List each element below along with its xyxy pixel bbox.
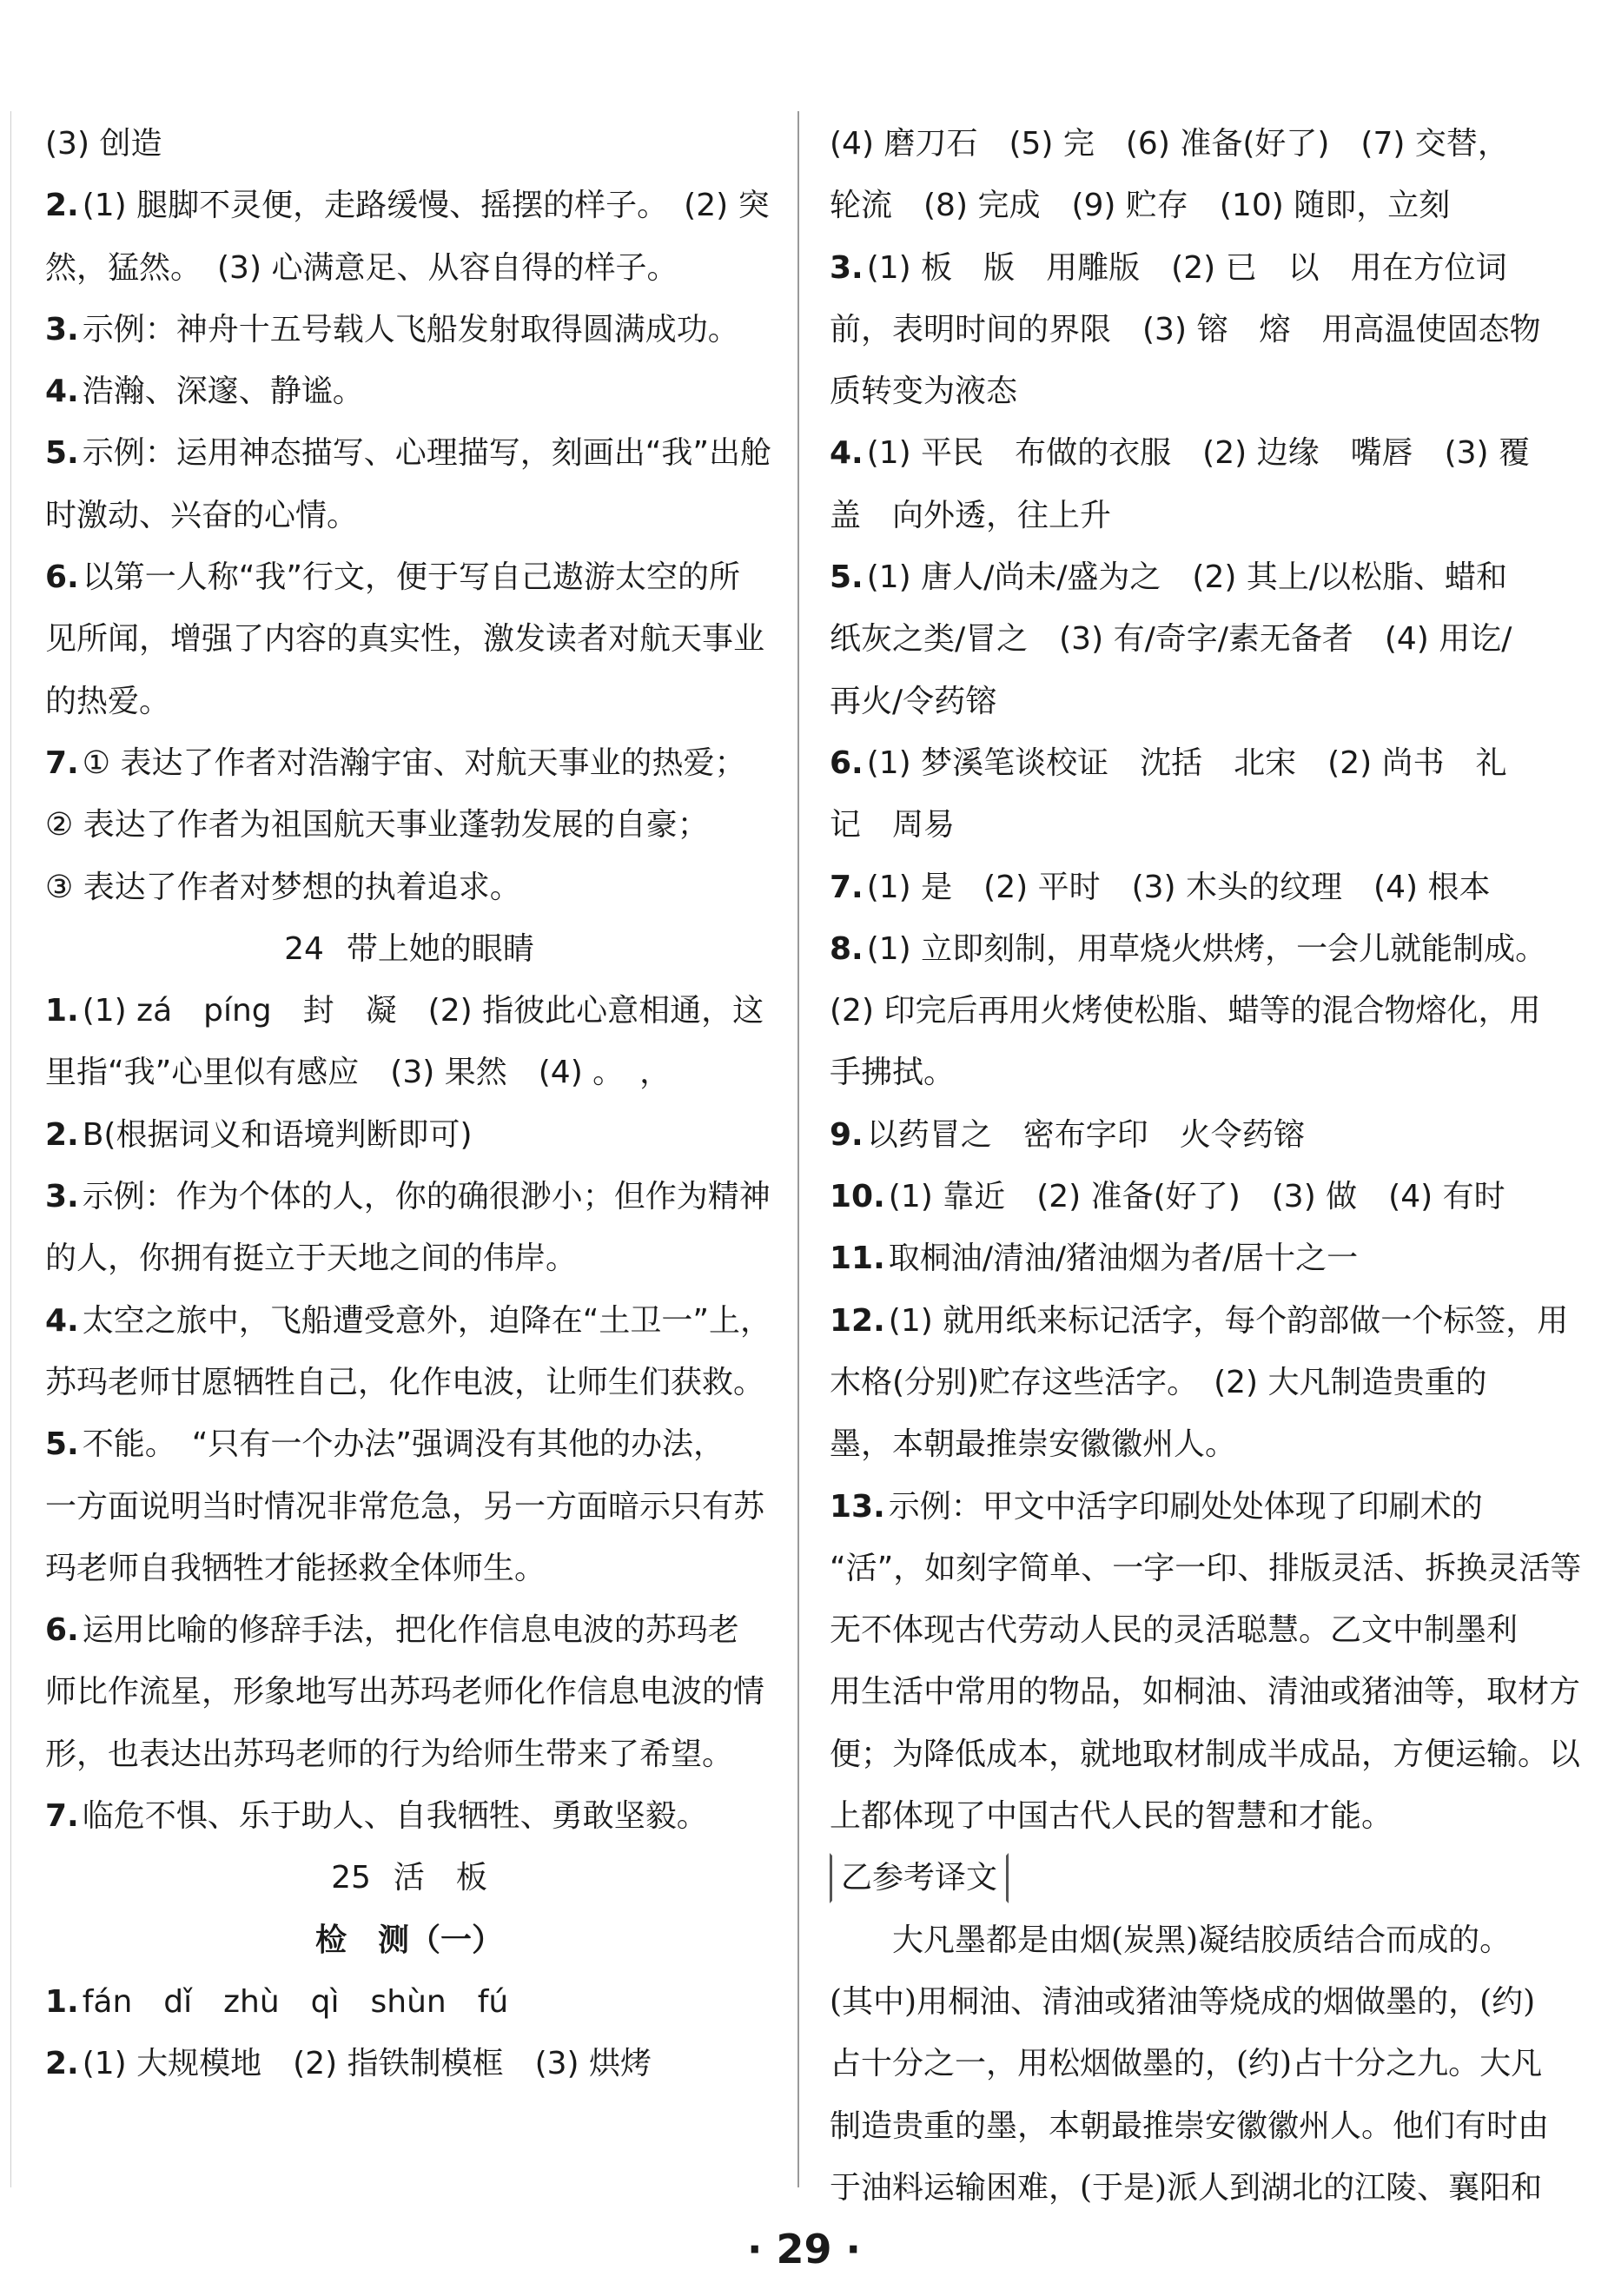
- question-number: 3.: [830, 249, 864, 286]
- answer-line: [830, 918, 1551, 980]
- question-number: 7.: [830, 869, 864, 905]
- answer-text: 质转变为液态: [830, 374, 1018, 410]
- answer-text: 运用比喻的修辞手法，把化作信息电波的苏玛老: [82, 1612, 739, 1649]
- answer-line: [45, 1538, 773, 1599]
- answer-line: [45, 1599, 773, 1661]
- answer-line: [45, 1724, 773, 1785]
- answer-text: 苏玛老师甘愿牺牲自己，化作电波，让师生们获救。: [45, 1364, 765, 1400]
- question-number: 5.: [830, 559, 864, 596]
- answer-text: 里指“我”心里似有感应 (3) 果然 (4) 。 ，: [45, 1055, 672, 1091]
- answer-line: [45, 2033, 773, 2094]
- answer-line: [830, 980, 1551, 1042]
- answer-text: (1) 是 (2) 平时 (3) 木头的纹理 (4) 根本: [866, 869, 1491, 905]
- answer-text: 占十分之一，用松烟做墨的，(约)占十分之九。大凡: [830, 2046, 1543, 2082]
- page-number: · 29 ·: [747, 2226, 861, 2273]
- answer-text: 示例：运用神态描写、心理描写，刻画出“我”出舱: [82, 435, 772, 472]
- answer-line: [45, 485, 773, 546]
- answer-line: [45, 1352, 773, 1413]
- answer-line: [830, 2033, 1551, 2094]
- answer-line: [830, 1785, 1551, 1847]
- question-number: 2.: [45, 1116, 79, 1153]
- answer-text: 轮流 (8) 完成 (9) 贮存 (10) 随即，立刻: [830, 188, 1451, 224]
- answer-text: 大凡墨都是由烟(炭黑)凝结胶质结合而成的。: [892, 1922, 1512, 1958]
- answer-text: (1) 板 版 用雕版 (2) 已 以 用在方位词: [866, 249, 1507, 286]
- answer-text: 纸灰之类/冒之 (3) 有/奇字/素无备者 (4) 用讫/: [830, 621, 1512, 658]
- answer-line: [45, 608, 773, 670]
- answer-text: 一方面说明当时情况非常危急，另一方面暗示只有苏: [45, 1488, 765, 1525]
- answer-text: (2) 印完后再用火烤使松脂、蜡等的混合物熔化，用: [830, 993, 1541, 1029]
- answer-text: (1) 靠近 (2) 准备(好了) (3) 做 (4) 有时: [888, 1179, 1505, 1215]
- answer-line: [830, 608, 1551, 670]
- answer-text: 上都体现了中国古代人民的智慧和才能。: [830, 1798, 1393, 1835]
- answer-text: 记 周易: [830, 807, 956, 844]
- answer-line: [45, 1290, 773, 1352]
- answer-text: 浩瀚、深邃、静谧。: [82, 374, 364, 410]
- answer-line: [830, 794, 1551, 856]
- answer-line: [830, 237, 1551, 299]
- answer-line: [45, 175, 773, 236]
- answer-text: (1) 唐人/尚未/盛为之 (2) 其上/以松脂、蜡和: [866, 559, 1507, 596]
- answer-text: (1) 腿脚不灵便，走路缓慢、摇摆的样子。 (2) 突: [82, 188, 770, 224]
- heading-text: 活 板: [393, 1860, 487, 1896]
- answer-line: [45, 732, 773, 794]
- question-number: 9.: [830, 1116, 864, 1153]
- answer-line: [830, 1352, 1551, 1413]
- answer-text: ① 表达了作者对浩瀚宇宙、对航天事业的热爱；: [82, 744, 746, 781]
- answer-text: 太空之旅中，飞船遭受意外，迫降在“土卫一”上，: [82, 1302, 772, 1339]
- answer-line: [830, 1476, 1551, 1538]
- answer-text: (1) 平民 布做的衣服 (2) 边缘 嘴唇 (3) 覆: [866, 435, 1531, 472]
- answer-text: 木格(分别)贮存这些活字。 (2) 大凡制造贵重的: [830, 1364, 1487, 1400]
- answer-text: 墨，本朝最推崇安徽徽州人。: [830, 1426, 1237, 1463]
- answer-line: [45, 1785, 773, 1847]
- answer-line: [830, 1599, 1551, 1661]
- answer-line: [830, 113, 1551, 175]
- answer-line: [830, 2095, 1551, 2157]
- answer-text: fán dǐ zhù qì shùn fú: [82, 1983, 509, 2020]
- answer-line: [45, 546, 773, 608]
- question-number: 7.: [45, 1798, 79, 1835]
- column-divider: [797, 111, 799, 2187]
- answer-line: [45, 857, 773, 918]
- answer-text: 再火/令药镕: [830, 683, 997, 719]
- answer-text: 然，猛然。 (3) 心满意足、从容自得的样子。: [45, 249, 678, 286]
- answer-line: [830, 299, 1551, 361]
- heading-text: 检 测（一）: [314, 1922, 503, 1958]
- answer-line: [45, 361, 773, 422]
- answer-text: (其中)用桐油、清油或猪油等烧成的烟做墨的，(约): [830, 1983, 1536, 2020]
- answer-text: (3) 创造: [45, 126, 162, 162]
- question-number: 2.: [45, 188, 79, 224]
- question-number: 2.: [45, 2046, 79, 2082]
- answer-line: [45, 1476, 773, 1538]
- answer-line: [830, 1104, 1551, 1166]
- answer-line: [830, 1661, 1581, 1723]
- answer-line: [830, 1847, 1551, 1909]
- answer-line: [45, 1042, 773, 1103]
- answer-text: 用生活中常用的物品，如桐油、清油或猪油等，取材方: [830, 1674, 1581, 1710]
- answer-text: (1) 大规模地 (2) 指铁制模框 (3) 烘烤: [82, 2046, 652, 2082]
- answer-text: 于油料运输困难，(于是)派人到湖北的江陵、襄阳和: [830, 2169, 1543, 2206]
- question-number: 13.: [830, 1488, 885, 1525]
- answer-text: (1) 梦溪笔谈校证 沈括 北宋 (2) 尚书 礼: [866, 744, 1507, 781]
- question-number: 6.: [45, 559, 79, 596]
- answer-text: 盖 向外透，往上升: [830, 497, 1112, 533]
- question-number: 8.: [830, 930, 864, 967]
- question-number: 5.: [45, 435, 79, 472]
- answer-text: 示例：作为个体的人，你的确很渺小；但作为精神: [82, 1179, 771, 1215]
- answer-text: ② 表达了作者为祖国航天事业蓬勃发展的自豪；: [45, 807, 709, 844]
- question-number: 4.: [45, 374, 79, 410]
- answer-text: 便；为降低成本，就地取材制成半成品，方便运输。以: [830, 1736, 1581, 1772]
- answer-line: [45, 980, 773, 1042]
- answer-text: B(根据词义和语境判断即可): [82, 1116, 473, 1153]
- answer-line: [830, 1227, 1551, 1289]
- question-number: 3.: [45, 1179, 79, 1215]
- translation-label: 乙参考译文: [830, 1853, 1009, 1903]
- answer-line: [830, 175, 1551, 236]
- answer-text: 形，也表达出苏玛老师的行为给师生带来了希望。: [45, 1736, 734, 1772]
- question-number: 12.: [830, 1302, 885, 1339]
- answer-line: [830, 1909, 1551, 1971]
- lesson-number: 24: [284, 930, 324, 967]
- answer-line: [830, 485, 1551, 546]
- answer-line: [830, 2157, 1551, 2219]
- answer-text: (1) 就用纸来标记活字，每个韵部做一个标签，用: [888, 1302, 1569, 1339]
- answer-line: [45, 422, 773, 484]
- answer-text: 不能。 “只有一个办法”强调没有其他的办法，: [82, 1426, 725, 1463]
- answer-line: [830, 857, 1551, 918]
- answer-line: [830, 422, 1551, 484]
- left-column: [45, 113, 773, 2095]
- answer-line: [45, 1413, 773, 1475]
- answer-text: (4) 磨刀石 (5) 完 (6) 准备(好了) (7) 交替，: [830, 126, 1509, 162]
- answer-line: [45, 671, 773, 732]
- answer-line: [830, 732, 1551, 794]
- answer-line: [45, 113, 773, 175]
- answer-line: [830, 1042, 1551, 1103]
- answer-line: [830, 1971, 1551, 2033]
- answer-line: [830, 1413, 1551, 1475]
- answer-text: 示例：甲文中活字印刷处处体现了印刷术的: [888, 1488, 1483, 1525]
- question-number: 10.: [830, 1179, 885, 1215]
- answer-text: (1) zá píng 封 凝 (2) 指彼此心意相通，这: [82, 993, 764, 1029]
- answer-text: 手拂拭。: [830, 1055, 956, 1091]
- answer-text: 制造贵重的墨，本朝最推崇安徽徽州人。他们有时由: [830, 2107, 1550, 2144]
- answer-text: 见所闻，增强了内容的真实性，激发读者对航天事业: [45, 621, 765, 658]
- question-number: 5.: [45, 1426, 79, 1463]
- answer-line: [45, 1661, 773, 1723]
- answer-text: 以第一人称“我”行文，便于写自己遨游太空的所: [82, 559, 741, 596]
- answer-line: [830, 671, 1551, 732]
- answer-line: [45, 1166, 773, 1227]
- question-number: 6.: [830, 744, 864, 781]
- answer-text: 的热爱。: [45, 683, 171, 719]
- question-number: 1.: [45, 1983, 79, 2020]
- answer-line: [45, 1104, 773, 1166]
- answer-text: ③ 表达了作者对梦想的执着追求。: [45, 869, 521, 905]
- question-number: 4.: [830, 435, 864, 472]
- answer-text: (1) 立即刻制，用草烧火烘烤，一会儿就能制成。: [866, 930, 1547, 967]
- answer-text: 无不体现古代劳动人民的灵活聪慧。乙文中制墨利: [830, 1612, 1519, 1649]
- answer-text: 玛老师自我牺牲才能拯救全体师生。: [45, 1550, 546, 1586]
- answer-line: [45, 1227, 773, 1289]
- answer-text: 示例：神舟十五号载人飞船发射取得圆满成功。: [82, 311, 739, 347]
- answer-line: [45, 1971, 773, 2033]
- section-heading: [45, 1847, 773, 1909]
- right-column: [830, 113, 1582, 2219]
- answer-text: 临危不惧、乐于助人、自我牺牲、勇敢坚毅。: [82, 1798, 708, 1835]
- answer-text: 时激动、兴奋的心情。: [45, 497, 359, 533]
- answer-text: 取桐油/清油/猪油烟为者/居十之一: [888, 1241, 1359, 1277]
- left-margin-rule: [10, 111, 11, 2187]
- heading-text: 带上她的眼睛: [346, 930, 534, 967]
- answer-line: [830, 1724, 1581, 1785]
- question-number: 6.: [45, 1612, 79, 1649]
- section-heading: [45, 918, 773, 980]
- question-number: 3.: [45, 311, 79, 347]
- answer-line: [830, 361, 1551, 422]
- answer-text: “活”，如刻字简单、一字一印、排版灵活、拆换灵活等: [830, 1550, 1582, 1586]
- answer-text: 以药冒之 密布字印 火令药镕: [866, 1116, 1305, 1153]
- answer-line: [45, 299, 773, 361]
- question-number: 11.: [830, 1241, 885, 1277]
- question-number: 1.: [45, 993, 79, 1029]
- answer-line: [45, 237, 773, 299]
- lesson-number: 25: [331, 1860, 371, 1896]
- question-number: 7.: [45, 744, 79, 781]
- question-number: 4.: [45, 1302, 79, 1339]
- answer-line: [830, 546, 1551, 608]
- answer-line: [830, 1290, 1569, 1352]
- answer-line: [45, 794, 773, 856]
- section-heading: [45, 1909, 773, 1971]
- answer-text: 前，表明时间的界限 (3) 镕 熔 用高温使固态物: [830, 311, 1541, 347]
- answer-text: 的人，你拥有挺立于天地之间的伟岸。: [45, 1241, 578, 1277]
- answer-line: [830, 1166, 1551, 1227]
- answer-text: 师比作流星，形象地写出苏玛老师化作信息电波的情: [45, 1674, 765, 1710]
- answer-line: [830, 1538, 1582, 1599]
